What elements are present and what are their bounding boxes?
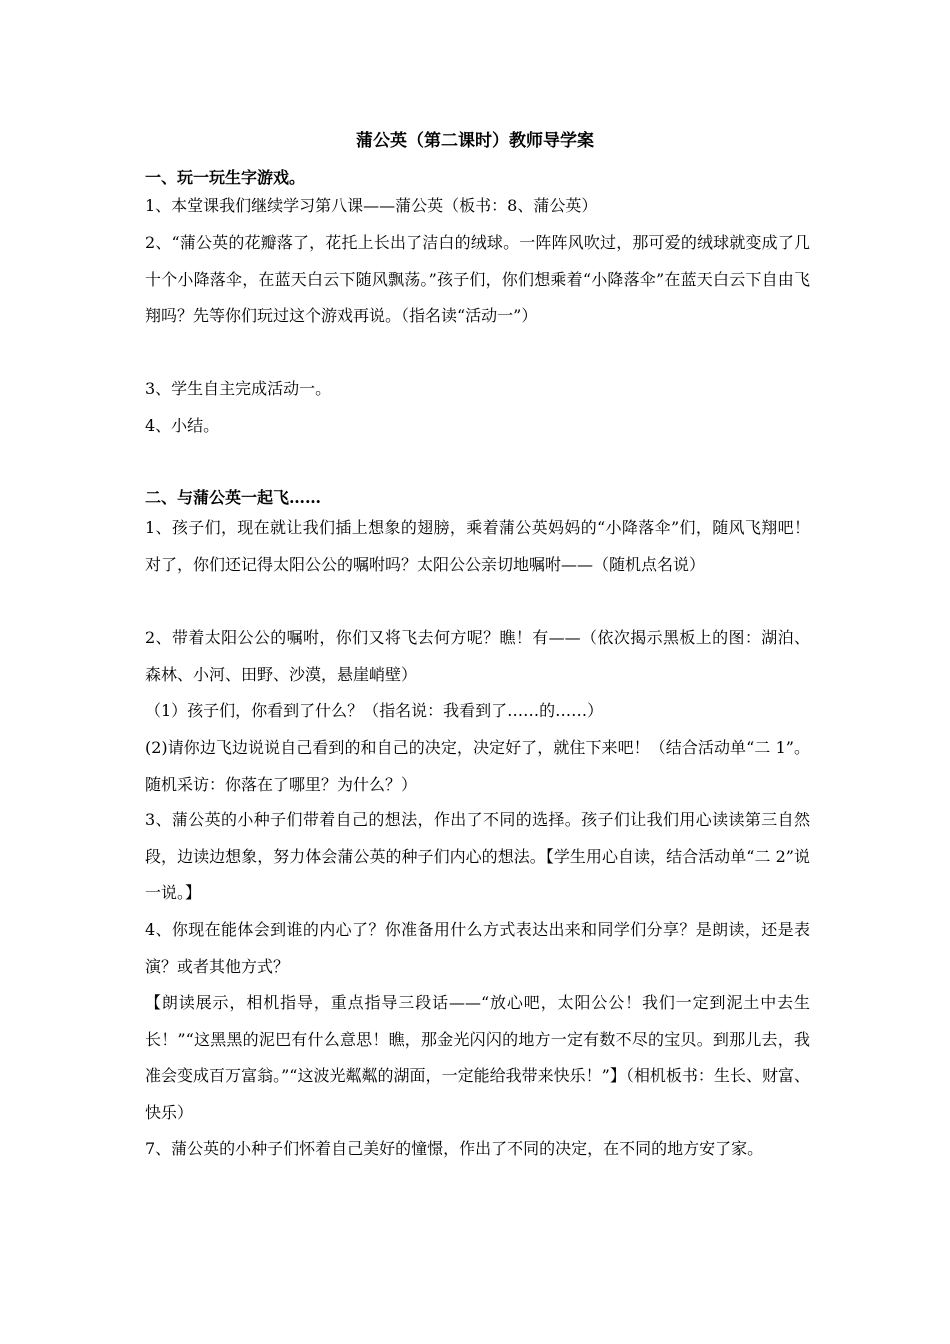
section-2-item-7: 7、蒲公英的小种子们怀着自己美好的憧憬，作出了不同的决定，在不同的地方安了家。 — [145, 1139, 764, 1158]
section-2-item-2: 2、带着太阳公公的嘱咐，你们又将飞去何方呢？瞧！有——（依次揭示黑板上的图：湖泊、森林、小河、田野、沙漠，悬崖峭壁） — [145, 628, 810, 684]
section-2-item-4: 4、你现在能体会到谁的内心了？你准备用什么方式表达出来和同学们分享？是朗读，还是表演？或者其他方式？ — [145, 920, 810, 976]
section-2-item-5: 【朗读展示，相机指导，重点指导三段话——“放心吧，太阳公公！我们一定到泥土中去生长！”“这黑黑的泥巴有什么意思！瞧，那金光闪闪的地方一定有数不尽的宝贝。到那儿去，我准会变成百万富翁。”“这波光粼粼的湖面，一定能给我带来快乐！”】（相机板书：生长、财富、快乐） — [145, 993, 810, 1122]
section-1-item-4: 4、小结。 — [145, 416, 220, 435]
section-2-item-2-sub-2: (2)请你边飞边说说自己看到的和自己的决定，决定好了，就住下来吧！（结合活动单“二 1”。随机采访：你落在了哪里？为什么？） — [145, 738, 810, 794]
section-1-item-3: 3、学生自主完成活动一。 — [145, 379, 332, 398]
section-1-item-2: 2、“蒲公英的花瓣落了，花托上长出了洁白的绒球。一阵阵风吹过，那可爱的绒球就变成了几十个小降落伞，在蓝天白云下随风飘荡。”孩子们，你们想乘着“小降落伞”在蓝天白云下自由飞翔吗？先等你们玩过这个游戏再说。（指名读“活动一”） — [145, 233, 810, 326]
section-2-item-3: 3、蒲公英的小种子们带着自己的想法，作出了不同的选择。孩子们让我们用心读读第三自然段，边读边想象，努力体会蒲公英的种子们内心的想法。【学生用心自读，结合活动单“二 2”说一说。】 — [145, 810, 810, 903]
section-2-item-1: 1、孩子们，现在就让我们插上想象的翅膀，乘着蒲公英妈妈的“小降落伞”们，随风飞翔吧！对了，你们还记得太阳公公的嘱咐吗？太阳公公亲切地嘱咐——（随机点名说） — [145, 518, 810, 574]
section-2-heading: 二、与蒲公英一起飞…… — [145, 488, 322, 507]
section-1-item-1: 1、本堂课我们继续学习第八课——蒲公英（板书：8、蒲公英） — [145, 196, 598, 215]
document-title: 蒲公英（第二课时）教师导学案 — [356, 131, 594, 151]
section-1-heading: 一、玩一玩生字游戏。 — [145, 168, 306, 187]
section-2-item-2-sub-1: （1）孩子们，你看到了什么？（指名说：我看到了……的……） — [145, 701, 604, 720]
